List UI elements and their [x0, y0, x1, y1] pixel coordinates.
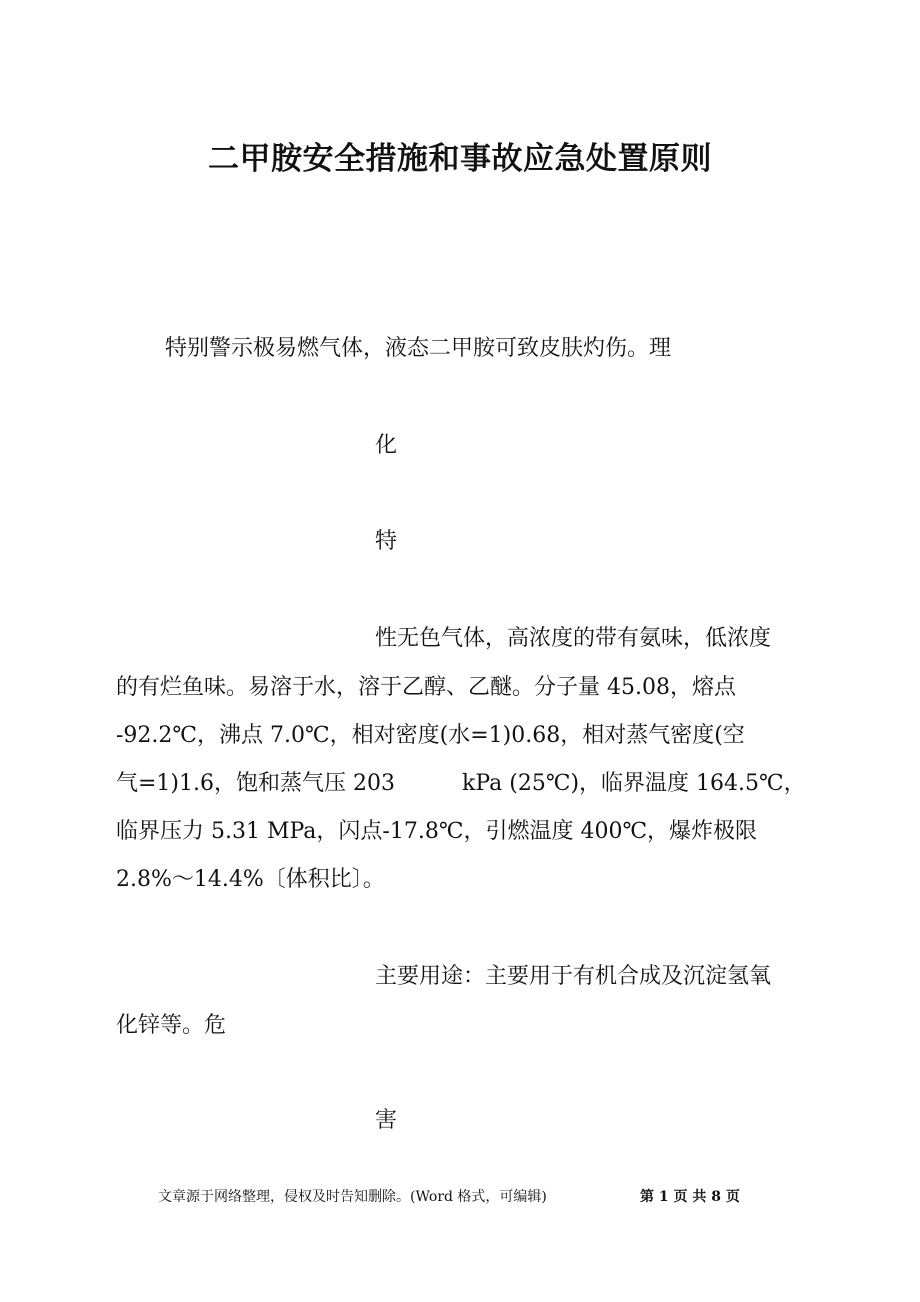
properties-line-1: 性无色气体，高浓度的带有氨味，低浓度: [375, 626, 772, 651]
document-title: 二甲胺安全措施和事故应急处置原则: [208, 141, 712, 177]
properties-line-3: -92.2℃，沸点 7.0℃，相对密度(水=1)0.68，相对蒸气密度(空: [116, 723, 745, 748]
warning-line: 特别警示极易燃气体，液态二甲胺可致皮肤灼伤。理: [165, 336, 672, 361]
properties-line-4b: kPa (25℃)，临界温度 164.5℃，: [462, 771, 806, 796]
usage-line-1: 主要用途：主要用于有机合成及沉淀氢氧: [375, 964, 772, 989]
properties-line-5: 临界压力 5.31 MPa，闪点-17.8℃，引燃温度 400℃，爆炸极限: [116, 819, 758, 844]
vertical-char-te: 特: [375, 529, 398, 554]
page-number: 第 1 页 共 8 页: [640, 1189, 740, 1205]
vertical-char-hai: 害: [375, 1108, 398, 1133]
vertical-char-hua: 化: [375, 433, 398, 458]
properties-line-6: 2.8%～14.4%〔体积比〕。: [116, 867, 385, 892]
footer-note: 文章源于网络整理，侵权及时告知删除。(Word 格式，可编辑): [158, 1189, 547, 1205]
properties-line-4a: 气=1)1.6，饱和蒸气压 203: [116, 771, 395, 796]
usage-line-2: 化锌等。危: [116, 1013, 227, 1038]
properties-line-2: 的有烂鱼味。易溶于水，溶于乙醇、乙醚。分子量 45.08，熔点: [116, 675, 736, 700]
